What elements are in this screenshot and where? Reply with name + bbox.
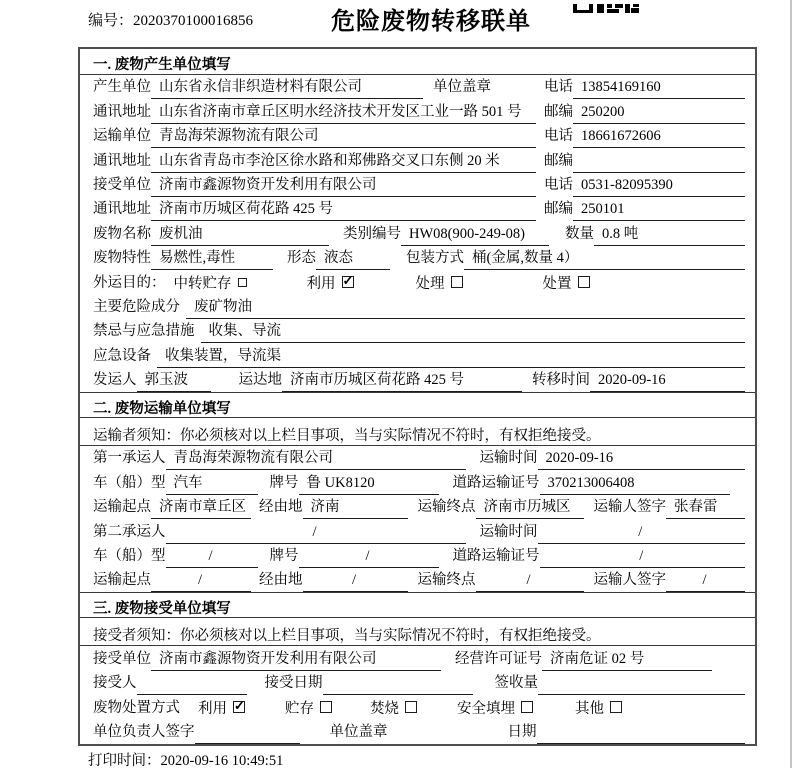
plate-value: 鲁 UK8120: [299, 471, 439, 495]
field-row-emergency-equipment: [80, 343, 755, 367]
responsible-sign-label: 单位负责人签字: [93, 723, 195, 740]
waste-name-label: 废物名称: [93, 225, 151, 242]
field-row-waste-name: [80, 221, 755, 245]
option-dispose: [543, 272, 590, 295]
origin-value: 济南市章丘区: [151, 495, 251, 519]
page-title: 危险废物转移联单: [331, 9, 531, 35]
field-row-hazard-component: [80, 295, 755, 319]
disposal-method-label: 废物处置方式: [93, 699, 180, 716]
signed-quantity-value: [538, 676, 745, 695]
plate-value: /: [299, 548, 439, 568]
receiving-unit-value: 济南市鑫源物资开发利用有限公司: [151, 647, 441, 671]
page-right-border: [790, 0, 792, 768]
phone-label: 电话: [544, 128, 573, 145]
shipper-label: 发运人: [93, 372, 137, 389]
unit-seal-label: 单位盖章: [329, 723, 388, 740]
hazard-component-value: 废矿物油: [186, 295, 745, 319]
serial-value: 2020370100016856: [133, 13, 254, 29]
form-state-label: 形态: [287, 250, 316, 267]
address-value: 山东省青岛市李沧区徐水路和郑佛路交叉口东侧 20 米: [151, 149, 536, 173]
receiver-notice: 接受者须知：你必须核对以上栏目事项，当与实际情况不符时，有权拒绝接受。: [80, 618, 755, 646]
field-row-vehicle-1: [80, 470, 755, 494]
emergency-equipment-value: 收集装置，导流渠: [157, 344, 745, 368]
plate-label: 牌号: [269, 548, 299, 565]
waste-property-label: 废物特性: [93, 250, 151, 267]
waste-name-value: 废机油: [151, 222, 329, 246]
option-landfill: [457, 697, 533, 720]
transport-time-label: 运输时间: [479, 450, 538, 467]
destination-label: 运达地: [238, 372, 282, 389]
field-row-shipper: [80, 368, 755, 392]
date-label: 日期: [507, 723, 537, 740]
via-label: 经由地: [259, 572, 303, 589]
phone-label: 电话: [544, 79, 573, 96]
terminus-label: 运输终点: [417, 572, 476, 589]
recipient-value: [137, 676, 247, 695]
via-value: /: [303, 572, 408, 592]
field-row-receiver: [80, 173, 755, 197]
option-store: [285, 697, 332, 720]
serial-number: [88, 9, 253, 30]
signed-quantity-label: 签收量: [494, 675, 538, 692]
option-label: 处理: [415, 275, 445, 292]
unit-seal-label: 单位盖章: [433, 79, 491, 96]
field-row-responsible-sign: [80, 720, 755, 744]
carrier-sign-value: /: [666, 572, 745, 592]
transport-time-value: /: [538, 524, 746, 544]
receiver-label: 接受单位: [93, 176, 151, 193]
checkbox-other: [610, 701, 622, 713]
option-transfer-storage: [174, 272, 247, 295]
transporter-notice: 运输者须知：你必须核对以上栏目事项，当与实际情况不符时，有权拒绝接受。: [80, 418, 755, 446]
origin-label: 运输起点: [93, 572, 151, 589]
address-label: 通讯地址: [93, 152, 151, 169]
field-row-route-1: [80, 495, 755, 519]
receiver-value: 济南市鑫源物资开发利用有限公司: [151, 173, 536, 197]
producer-label: 产生单位: [93, 79, 151, 96]
outbound-purpose-label: 外运目的：: [93, 274, 166, 291]
phone-value: 13854169160: [573, 79, 745, 99]
option-label: 焚烧: [370, 700, 399, 717]
first-carrier-value: 青岛海荣源物流有限公司: [166, 446, 466, 470]
license-label: 经营许可证号: [455, 650, 542, 667]
option-incinerate: [370, 697, 417, 720]
print-time: 打印时间：2020-09-16 10:49:51: [88, 753, 284, 769]
via-label: 经由地: [259, 499, 303, 516]
carrier-sign-value: 张春雷: [666, 495, 745, 519]
vehicle-type-value: 汽车: [166, 471, 258, 495]
checkbox-utilize: [342, 276, 354, 288]
vehicle-type-value: /: [166, 548, 258, 568]
shipper-value: 郭玉波: [137, 368, 211, 392]
field-row-route-2: [80, 568, 755, 592]
address-value: 济南市历城区荷花路 425 号: [151, 197, 536, 221]
producer-value: 山东省永信非织造材料有限公司: [151, 75, 423, 99]
field-row-transporter-address: [80, 148, 755, 172]
receive-date-value: [323, 676, 473, 695]
manifest-form: [78, 47, 757, 746]
serial-label: 编号：: [88, 13, 134, 29]
receiving-unit-label: 接受单位: [93, 650, 151, 667]
option-label: 其他: [575, 700, 604, 717]
transfer-time-label: 转移时间: [532, 372, 590, 389]
responsible-sign-value: [195, 725, 300, 744]
form-state-value: 液态: [316, 246, 390, 270]
section-2-header: 二. 废物运输单位填写: [80, 392, 755, 418]
terminus-value: 济南市历城区: [476, 495, 584, 519]
zip-value: 250200: [573, 104, 745, 124]
phone-value: 0531-82095390: [573, 177, 745, 197]
checkbox-incinerate: [405, 701, 417, 713]
category-code-value: HW08(900-249-08): [401, 226, 549, 246]
field-row-outbound-purpose: [80, 270, 755, 294]
checkbox-utilize: [233, 701, 245, 713]
vehicle-type-label: 车（船）型: [93, 548, 166, 565]
phone-value: 18661672606: [573, 128, 745, 148]
field-row-receiving-unit: [80, 646, 755, 670]
destination-value: 济南市历城区荷花路 425 号: [282, 368, 522, 392]
road-permit-label: 道路运输证号: [452, 474, 540, 491]
origin-value: /: [151, 572, 251, 592]
checkbox-dispose: [578, 276, 590, 288]
checkbox-treat: [451, 276, 463, 288]
transport-time-label: 运输时间: [479, 523, 538, 540]
checkbox-landfill: [521, 701, 533, 713]
field-row-transporter: [80, 124, 755, 148]
category-code-label: 类别编号: [343, 225, 401, 242]
road-permit-value: /: [540, 548, 746, 568]
option-label: 利用: [198, 700, 227, 717]
address-label: 通讯地址: [93, 103, 151, 120]
field-row-producer-address: [80, 99, 755, 123]
waste-property-value: 易燃性,毒性: [151, 246, 273, 270]
zip-label: 邮编: [544, 152, 573, 169]
via-value: 济南: [303, 495, 408, 519]
option-other: [575, 697, 622, 720]
field-row-receiver-address: [80, 197, 755, 221]
option-label: 利用: [306, 275, 336, 292]
packaging-value: 桶(金属,数量 4）: [464, 246, 745, 270]
field-row-waste-property: [80, 246, 755, 270]
contraindication-value: 收集、导流: [201, 319, 746, 343]
recipient-label: 接受人: [93, 675, 137, 692]
option-label: 中转贮存: [173, 275, 232, 292]
second-carrier-label: 第二承运人: [93, 523, 166, 540]
zip-label: 邮编: [544, 201, 573, 218]
plate-label: 牌号: [269, 474, 299, 491]
vehicle-type-label: 车（船）型: [93, 474, 166, 491]
field-row-producer: [80, 75, 755, 99]
address-label: 通讯地址: [93, 201, 151, 218]
transporter-label: 运输单位: [93, 128, 151, 145]
section-3-header: 三. 废物接受单位填写: [80, 592, 755, 618]
phone-label: 电话: [544, 176, 573, 193]
terminus-label: 运输终点: [417, 499, 476, 516]
origin-label: 运输起点: [93, 499, 151, 516]
carrier-sign-label: 运输人签字: [593, 499, 666, 516]
receive-date-label: 接受日期: [264, 675, 323, 692]
first-carrier-label: 第一承运人: [93, 450, 166, 467]
field-row-disposal-method: [80, 695, 755, 719]
carrier-sign-label: 运输人签字: [593, 572, 666, 589]
field-row-recipient: [80, 671, 755, 695]
quantity-label: 数量: [565, 225, 594, 242]
zip-value: [573, 154, 745, 173]
road-permit-value: 370213006408: [540, 475, 730, 495]
contraindication-label: 禁忌与应急措施: [93, 323, 195, 340]
field-row-first-carrier: [80, 446, 755, 470]
transfer-time-value: 2020-09-16: [590, 372, 745, 392]
zip-label: 邮编: [544, 103, 573, 120]
emergency-equipment-label: 应急设备: [93, 347, 151, 364]
option-label: 安全填埋: [457, 700, 515, 717]
road-permit-label: 道路运输证号: [452, 548, 540, 565]
qr-code-partial-icon: [573, 0, 639, 18]
option-utilize: [198, 697, 245, 720]
date-value: [537, 725, 746, 744]
transporter-value: 青岛海荣源物流有限公司: [151, 124, 536, 148]
section-1-header: 一. 废物产生单位填写: [80, 49, 755, 75]
zip-value: 250101: [573, 201, 745, 221]
checkbox-transfer-storage: [238, 278, 247, 287]
option-label: 贮存: [285, 700, 314, 717]
license-value: 济南危证 02 号: [542, 647, 712, 671]
option-treat: [416, 272, 463, 295]
field-row-contraindication: [80, 319, 755, 343]
hazard-component-label: 主要危险成分: [93, 298, 180, 315]
transport-time-value: 2020-09-16: [538, 450, 746, 470]
second-carrier-value: /: [166, 524, 466, 544]
quantity-value: 0.8 吨: [594, 222, 745, 246]
address-value: 山东省济南市章丘区明水经济技术开发区工业一路 501 号: [151, 100, 536, 124]
checkbox-store: [320, 701, 332, 713]
field-row-vehicle-2: [80, 544, 755, 568]
option-utilize: [307, 272, 354, 295]
packaging-label: 包装方式: [406, 250, 464, 267]
option-label: 处置: [542, 275, 572, 292]
field-row-second-carrier: [80, 519, 755, 543]
terminus-value: /: [476, 572, 584, 592]
